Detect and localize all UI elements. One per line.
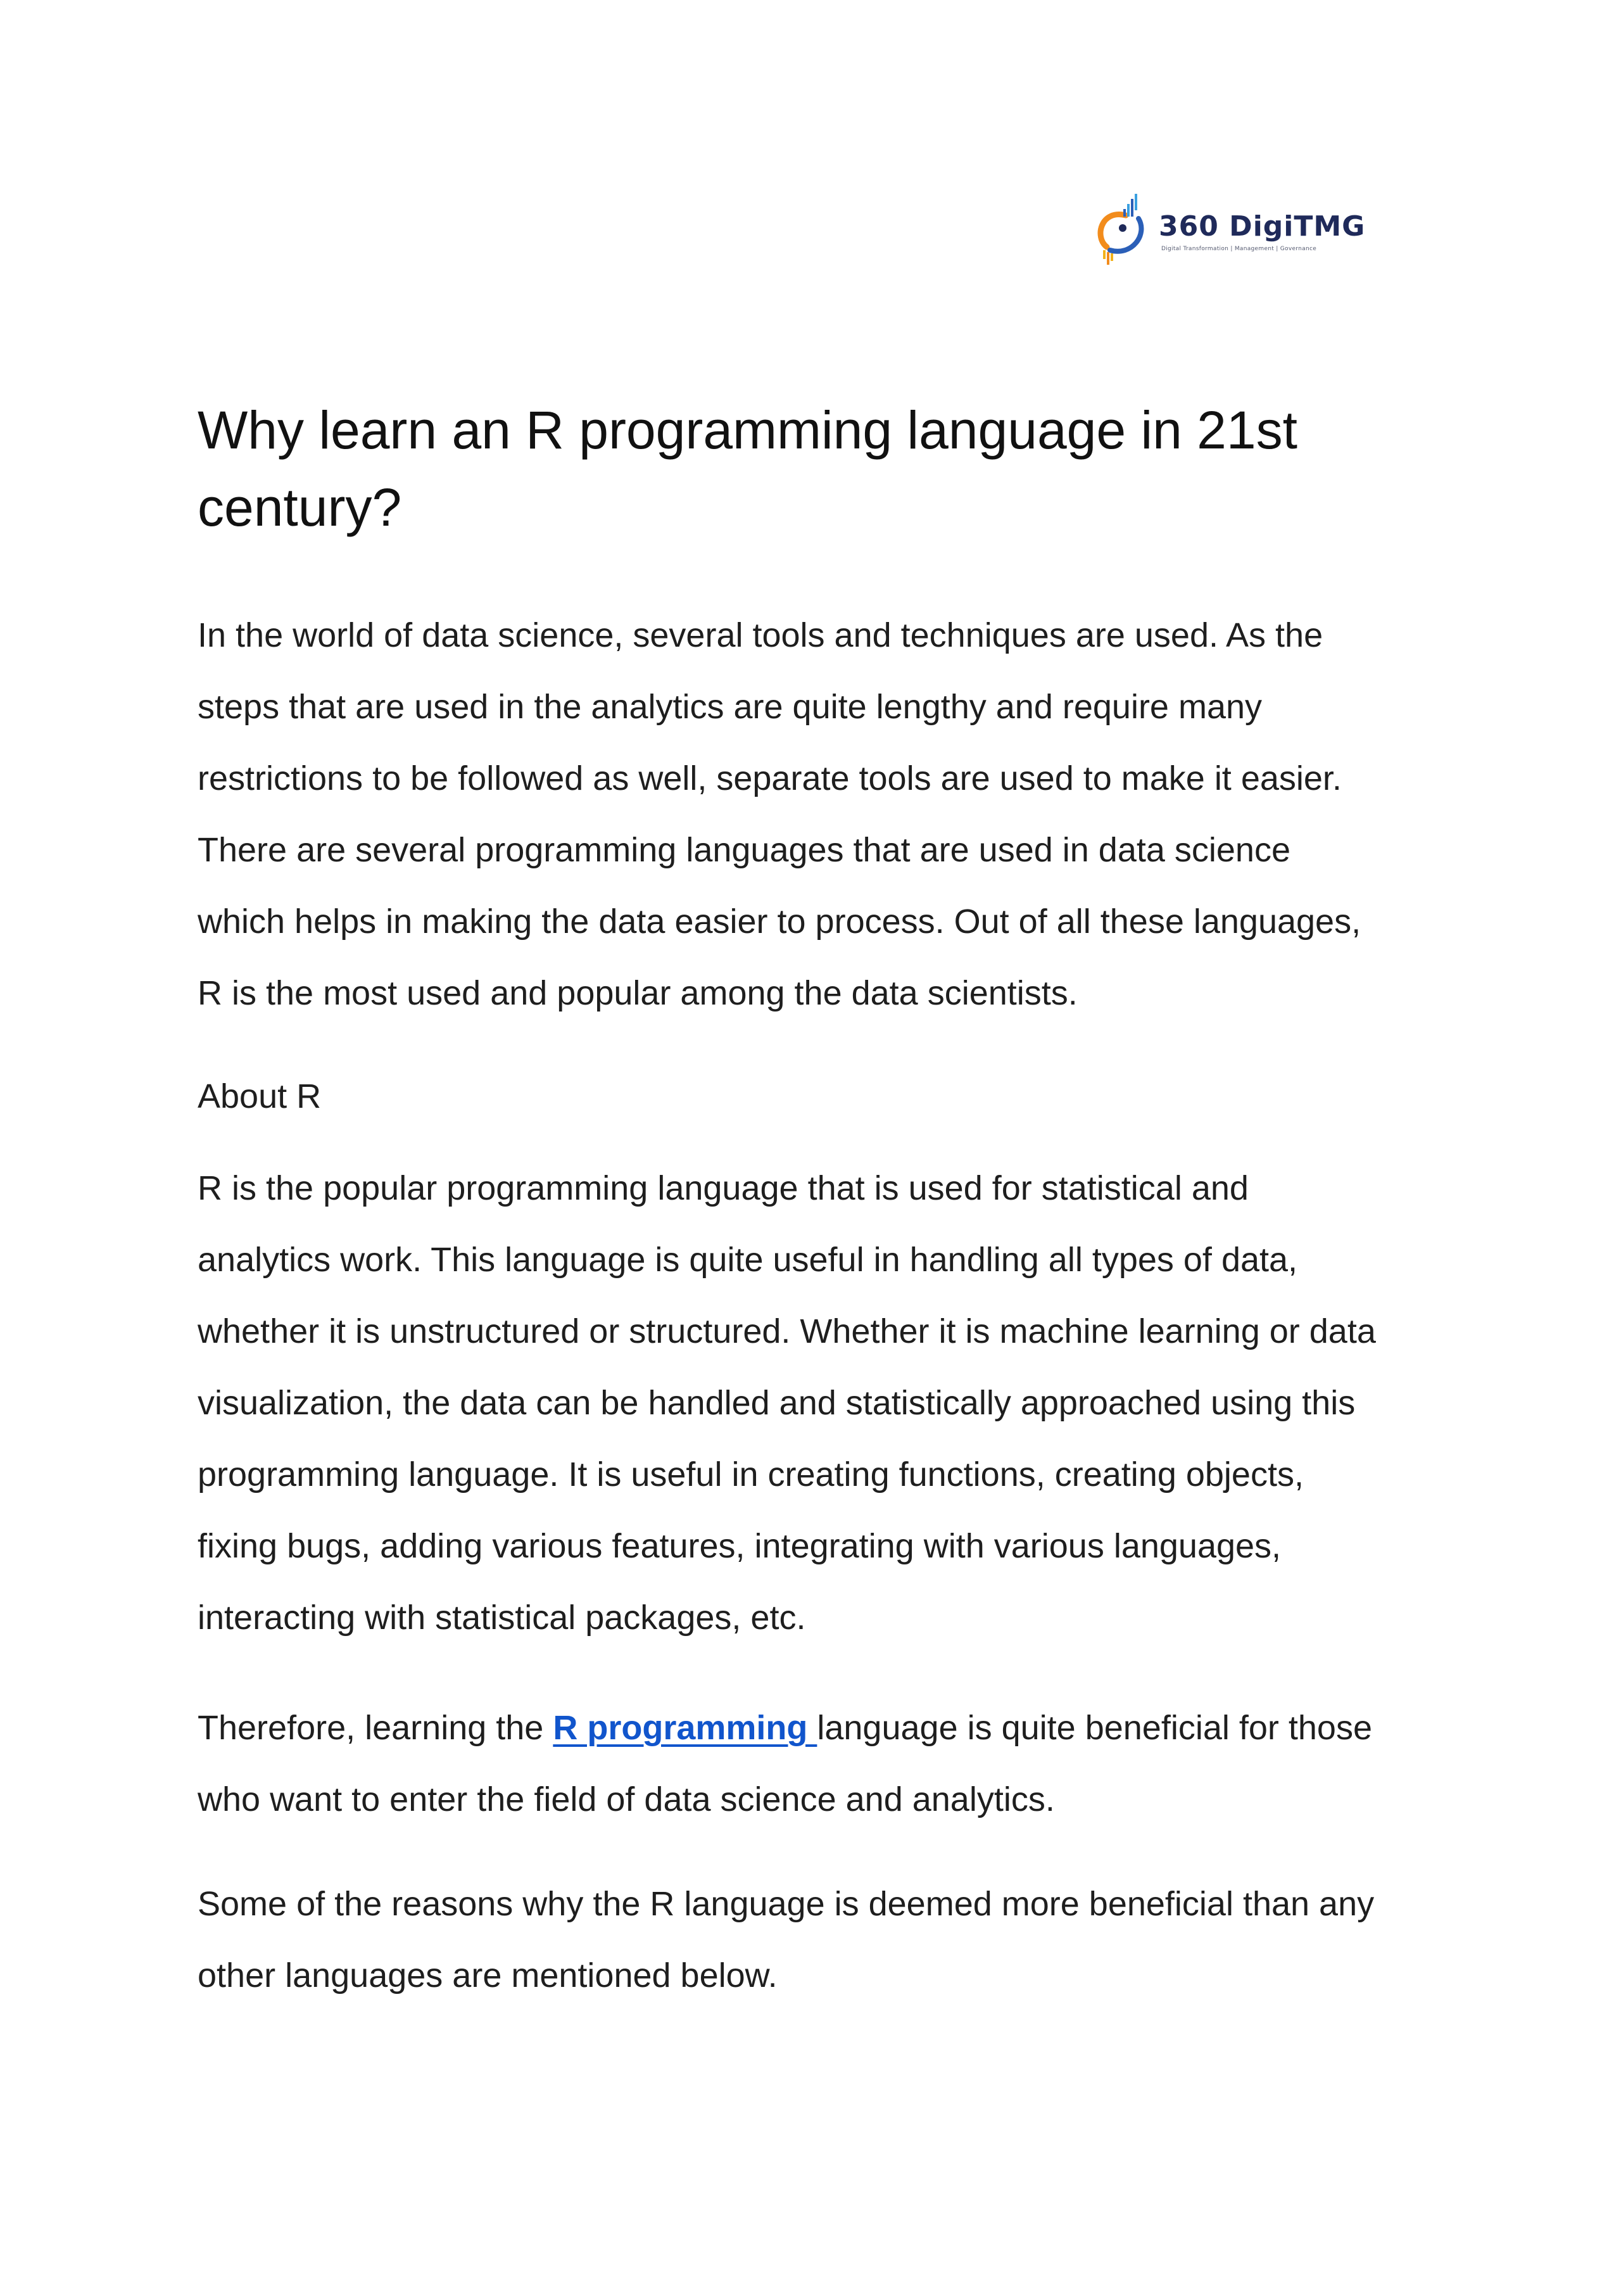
intro-line: restrictions to be followed as well, separate tools are used to make it easier. (198, 759, 1342, 797)
intro-line: In the world of data science, several tools and techniques are used. As the (198, 616, 1323, 654)
about-line: interacting with statistical packages, etc. (198, 1599, 806, 1637)
r-programming-link[interactable]: R programming (553, 1709, 817, 1747)
reasons-line: other languages are mentioned below. (198, 1957, 778, 1995)
intro-line: There are several programming languages that are used in data science (198, 831, 1290, 869)
about-line: R is the popular programming language that is used for statistical and (198, 1169, 1249, 1207)
intro-line: which helps in making the data easier to process. Out of all these languages, (198, 903, 1361, 941)
intro-paragraph (198, 600, 1361, 1029)
company-logo (1088, 190, 1404, 272)
logo-tagline: Digital Transformation | Management | Governance (1161, 246, 1317, 252)
about-line: fixing bugs, adding various features, integrating with various languages, (198, 1527, 1282, 1565)
intro-line: R is the most used and popular among the data scientists. (198, 974, 1078, 1012)
logo-name: 360 DigiTMG (1159, 210, 1366, 243)
about-line: whether it is unstructured or structured. Whether it is machine learning or data (198, 1312, 1376, 1350)
therefore-line (198, 1692, 1372, 1764)
intro-line: steps that are used in the analytics are quite lengthy and require many (198, 688, 1263, 726)
reasons-line: Some of the reasons why the R language is deemed more beneficial than any (198, 1885, 1375, 1923)
about-line: programming language. It is useful in creating functions, creating objects, (198, 1456, 1304, 1494)
therefore-text-before: Therefore, learning the (198, 1709, 553, 1747)
therefore-text-after: language is quite beneficial for those (817, 1709, 1372, 1747)
about-paragraph (198, 1153, 1376, 1654)
about-line: visualization, the data can be handled and statistically approached using this (198, 1384, 1356, 1422)
about-heading: About R (198, 1077, 322, 1115)
reasons-paragraph (198, 1868, 1374, 2012)
page-title: Why learn an R programming language in 21st century? (198, 400, 1297, 537)
logo-mark-icon (1088, 190, 1157, 272)
therefore-line: who want to enter the field of data science and analytics. (198, 1780, 1055, 1818)
therefore-paragraph (198, 1692, 1372, 1836)
about-line: analytics work. This language is quite useful in handling all types of data, (198, 1241, 1298, 1279)
